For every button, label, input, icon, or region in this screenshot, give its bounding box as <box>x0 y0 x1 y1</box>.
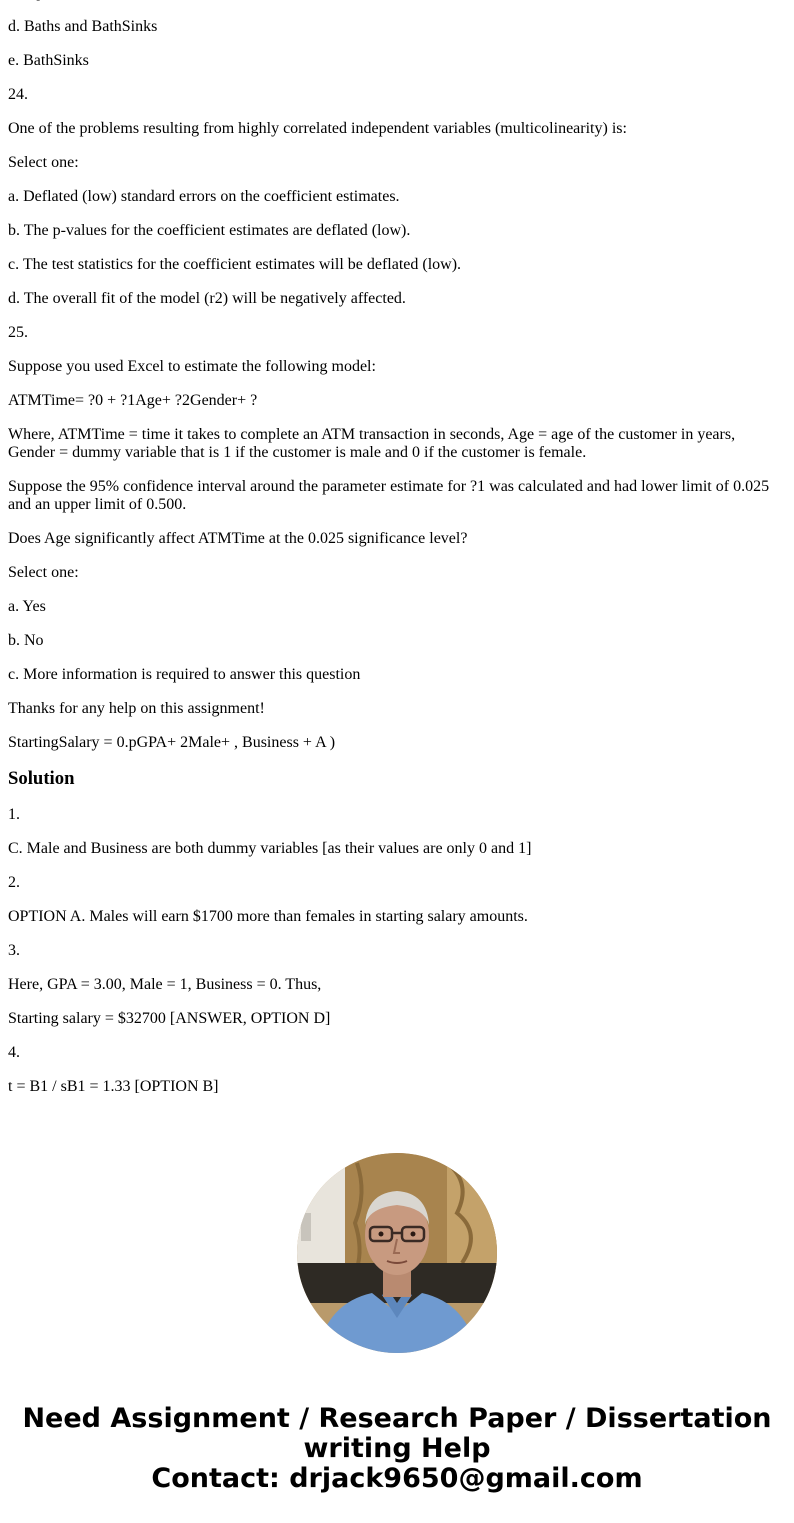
footer-line-1: Need Assignment / Research Paper / Dissertation <box>22 1403 772 1434</box>
q25-question: Does Age significantly affect ATMTime at the 0.025 significance level? <box>8 530 468 547</box>
q25-interval: Suppose the 95% confidence interval around the parameter estimate for ?1 was calculated and had lower limit of 0.025 and an upper limit of 0.500. <box>8 478 770 513</box>
solution-item: t = B1 / sB1 = 1.33 [OPTION B] <box>8 1078 219 1095</box>
q24-option-d: d. The overall fit of the model (r2) will be negatively affected. <box>8 290 406 307</box>
q24-number: 24. <box>8 86 28 103</box>
q24-select-one: Select one: <box>8 154 79 171</box>
solution-item: Here, GPA = 3.00, Male = 1, Business = 0. Thus, <box>8 976 322 993</box>
footer-contact-email[interactable]: Contact: drjack9650@gmail.com <box>151 1463 643 1494</box>
salary-model: StartingSalary = 0.pGPA+ 2Male+ , Business + A ) <box>8 734 336 751</box>
q25-select-one: Select one: <box>8 564 79 581</box>
solution-heading: Solution <box>8 768 75 789</box>
q25-model: ATMTime= ?0 + ?1Age+ ?2Gender+ ? <box>8 392 258 409</box>
q25-number: 25. <box>8 324 28 341</box>
solution-item: Starting salary = $32700 [ANSWER, OPTION D] <box>8 1010 331 1027</box>
q23-option-d: d. Baths and BathSinks <box>8 18 158 35</box>
tutor-avatar-photo <box>297 1153 497 1353</box>
q25-option-b: b. No <box>8 632 44 649</box>
solution-item: C. Male and Business are both dummy variables [as their values are only 0 and 1] <box>8 840 532 857</box>
solution-item: 4. <box>8 1044 20 1061</box>
thanks-line: Thanks for any help on this assignment! <box>8 700 265 717</box>
q23-option-e: e. BathSinks <box>8 52 89 69</box>
q24-option-a: a. Deflated (low) standard errors on the coefficient estimates. <box>8 188 400 205</box>
q25-intro: Suppose you used Excel to estimate the following model: <box>8 358 376 375</box>
solution-item: 3. <box>8 942 20 959</box>
footer-line-2: writing Help <box>303 1433 491 1464</box>
q25-where: Where, ATMTime = time it takes to complete an ATM transaction in seconds, Age = age of the customer in years, Gender = dummy variable that is 1 if the customer is male and 0 if the customer is female. <box>8 426 736 461</box>
q25-option-c: c. More information is required to answer this question <box>8 666 361 683</box>
solution-item: OPTION A. Males will earn $1700 more than females in starting salary amounts. <box>8 908 528 925</box>
solution-item: 2. <box>8 874 20 891</box>
document-body <box>8 0 786 1112</box>
solution-item: 1. <box>8 806 20 823</box>
q24-option-c: c. The test statistics for the coefficient estimates will be deflated (low). <box>8 256 462 273</box>
q24-prompt: One of the problems resulting from highly correlated independent variables (multicolinearity) is: <box>8 120 627 137</box>
contact-footer <box>0 1404 794 1494</box>
avatar-illustration <box>297 1153 497 1353</box>
q25-option-a: a. Yes <box>8 598 46 615</box>
q24-option-b: b. The p-values for the coefficient estimates are deflated (low). <box>8 222 411 239</box>
q23-option-c <box>8 0 786 2</box>
